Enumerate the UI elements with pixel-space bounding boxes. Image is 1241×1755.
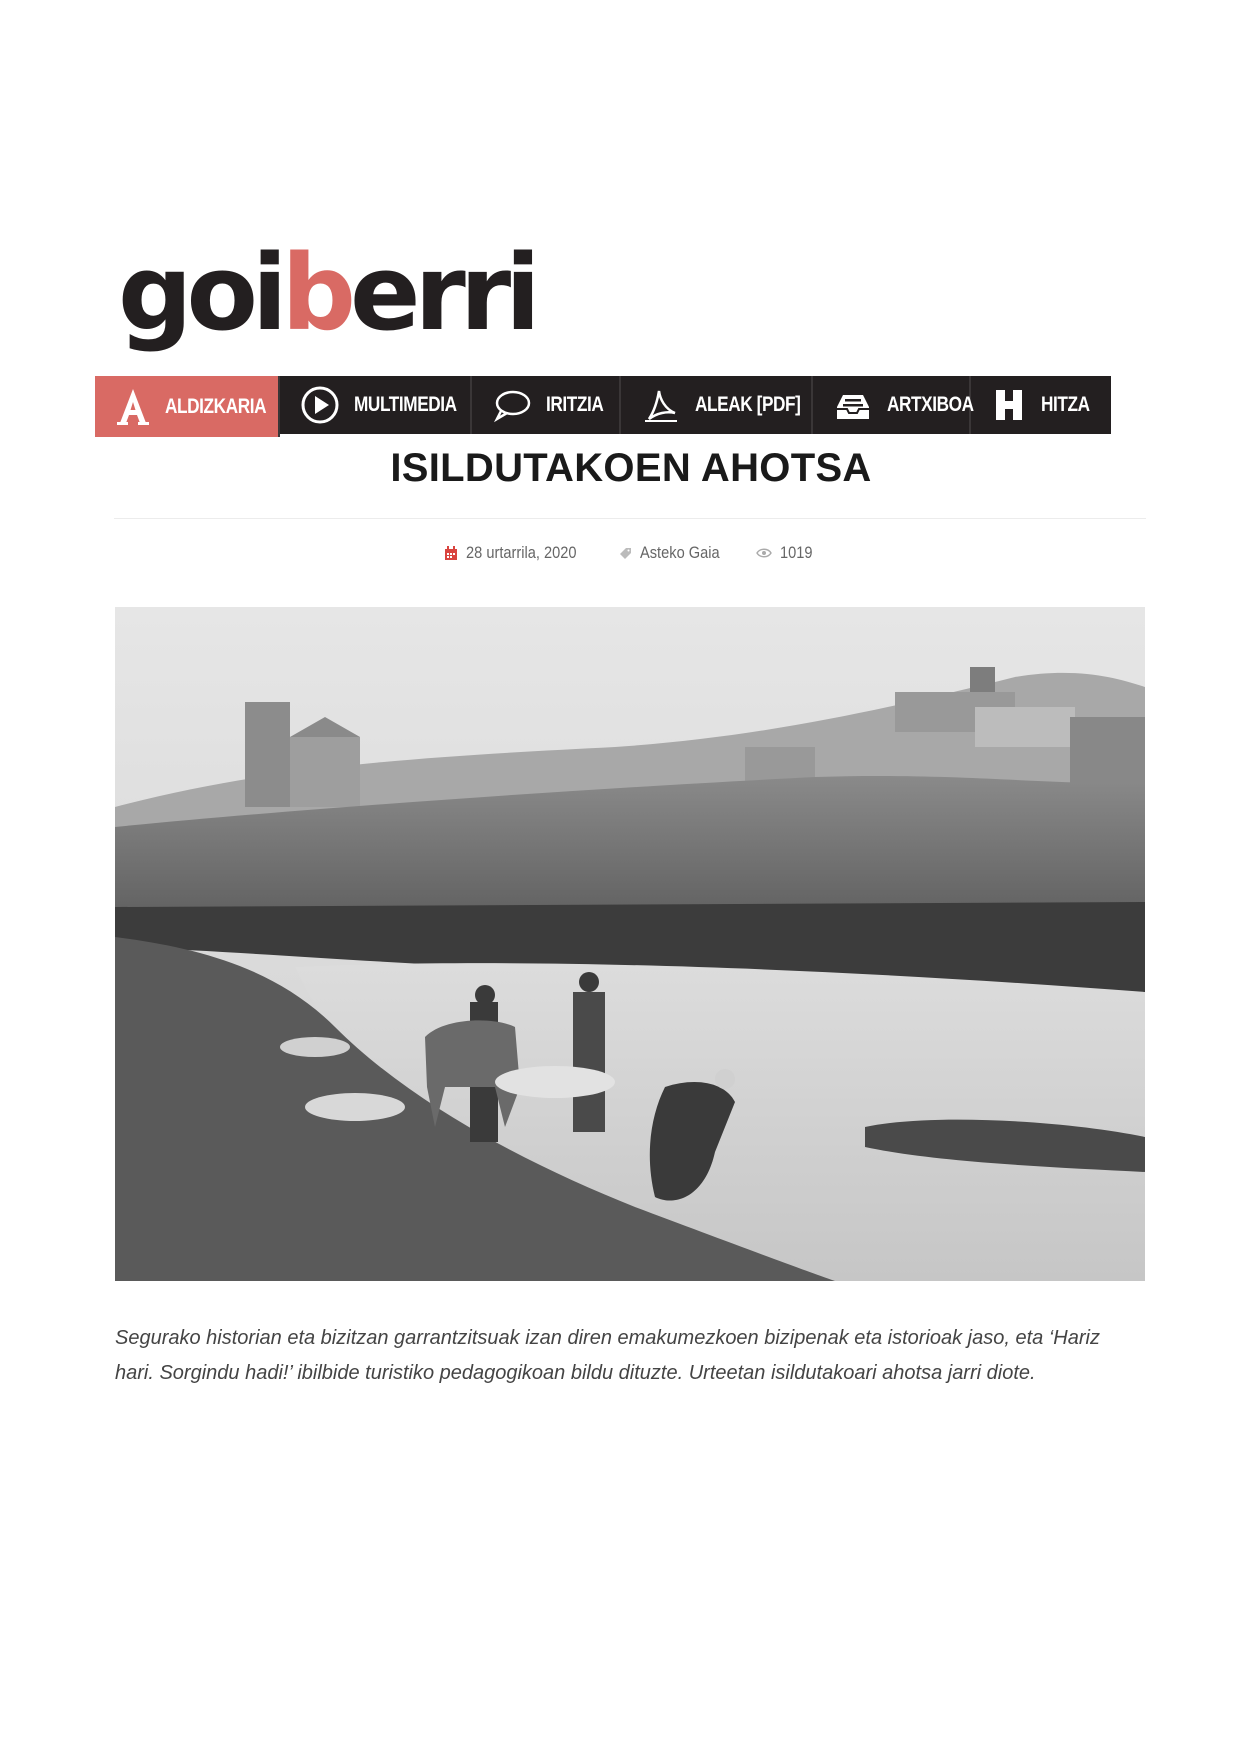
article-views: 1019 (756, 543, 818, 563)
tag-icon (619, 547, 632, 560)
a-letter-icon (115, 387, 151, 427)
article-category[interactable]: Asteko Gaia (619, 543, 733, 563)
logo-part-goi: goi (118, 232, 282, 354)
title-divider (114, 518, 1146, 519)
pdf-icon (641, 385, 681, 425)
logo-part-erri: erri (350, 232, 535, 354)
article-meta (0, 543, 1241, 563)
calendar-icon (444, 546, 458, 561)
nav-item-hitza[interactable]: HITZA (971, 376, 1111, 434)
nav-item-aleak-pdf[interactable]: ALEAK [PDF] (621, 376, 813, 434)
main-nav (95, 376, 1111, 434)
nav-item-artxiboa[interactable]: ARTXIBOA (813, 376, 971, 434)
nav-item-aldizkaria[interactable]: ALDIZKARIA (95, 376, 280, 437)
article-lead: Segurako historian eta bizitzan garrantzitsuak izan diren emakumezkoen bizipenak eta istorioak jaso, eta ‘Hariz hari. Sorgindu hadi!’ ibilbide turistiko pedagogikoan bildu dituzte. Urteetan isildutakoari ahotsa jarri diote. (115, 1327, 1100, 1384)
article-title: ISILDUTAKOEN AHOTSA (390, 446, 872, 490)
article-date: 28 urtarrila, 2020 (444, 543, 595, 563)
archive-tray-icon (833, 385, 873, 425)
h-letter-icon (991, 385, 1027, 425)
nav-item-multimedia[interactable]: MULTIMEDIA (280, 376, 472, 434)
play-circle-icon (300, 385, 340, 425)
nav-item-iritzia[interactable]: IRITZIA (472, 376, 621, 434)
site-logo[interactable] (118, 228, 538, 358)
logo-part-b: b (281, 232, 350, 354)
article-photo (115, 607, 1145, 1281)
speech-bubble-icon (492, 385, 532, 425)
eye-icon (756, 548, 772, 558)
